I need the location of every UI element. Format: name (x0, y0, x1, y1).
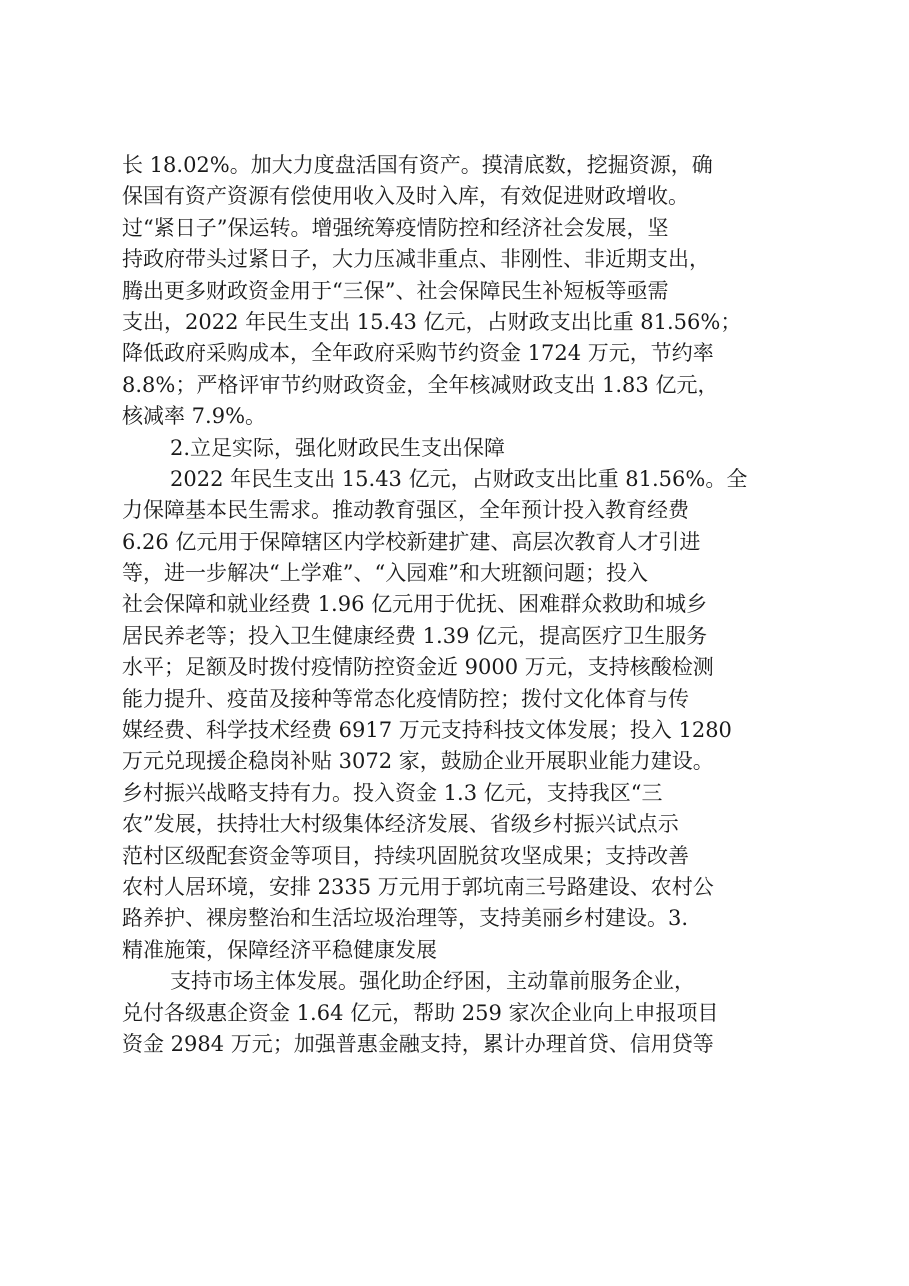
text-line: 降低政府采购成本，全年政府采购节约资金 1724 万元，节约率 (122, 341, 714, 366)
text-line: 乡村振兴战略支持有力。投入资金 1.3 亿元，支持我区“三 (122, 780, 663, 805)
text-line: 8.8%；严格评审节约财政资金，全年核减财政支出 1.83 亿元， (122, 372, 719, 397)
text-line: 农村人居环境，安排 2335 万元用于郭坑南三号路建设、农村公 (122, 874, 714, 899)
text-line: 精准施策，保障经济平稳健康发展 (122, 937, 437, 962)
text-line: 支持市场主体发展。强化助企纾困，主动靠前服务企业， (170, 969, 695, 994)
text-line: 资金 2984 万元；加强普惠金融支持，累计办理首贷、信用贷等 (122, 1031, 714, 1056)
text-line: 范村区级配套资金等项目，持续巩固脱贫攻坚成果；支持改善 (122, 843, 689, 868)
text-line: 支出，2022 年民生支出 15.43 亿元，占财政支出比重 81.56%； (122, 309, 742, 334)
text-line: 居民养老等；投入卫生健康经费 1.39 亿元，提高医疗卫生服务 (122, 623, 708, 648)
text-line: 等，进一步解决“上学难”、“入园难”和大班额问题；投入 (122, 561, 648, 586)
text-line: 2022 年民生支出 15.43 亿元，占财政支出比重 81.56%。全 (170, 466, 748, 491)
text-line: 6.26 亿元用于保障辖区内学校新建扩建、高层次教育人才引进 (122, 529, 701, 554)
text-line: 2.立足实际，强化财政民生支出保障 (170, 435, 506, 460)
text-line: 万元兑现援企稳岗补贴 3072 家，鼓励企业开展职业能力建设。 (122, 749, 714, 774)
text-line: 核减率 7.9%。 (122, 404, 267, 429)
text-line: 路养护、裸房整治和生活垃圾治理等，支持美丽乡村建设。3. (122, 906, 689, 931)
text-line: 持政府带头过紧日子，大力压减非重点、非刚性、非近期支出， (122, 247, 710, 272)
text-line: 过“紧日子”保运转。增强统筹疫情防控和经济社会发展，坚 (122, 215, 669, 240)
text-line: 农”发展，扶持壮大村级集体经济发展、省级乡村振兴试点示 (122, 812, 679, 837)
text-line: 媒经费、科学技术经费 6917 万元支持科技文体发展；投入 1280 (122, 718, 732, 743)
text-line: 水平；足额及时拨付疫情防控资金近 9000 万元，支持核酸检测 (122, 655, 714, 680)
text-line: 保国有资产资源有偿使用收入及时入库，有效促进财政增收。 (122, 184, 689, 209)
body-text (122, 150, 812, 1060)
text-line: 兑付各级惠企资金 1.64 亿元，帮助 259 家次企业向上申报项目 (122, 1000, 719, 1025)
text-line: 能力提升、疫苗及接种等常态化疫情防控；拨付文化体育与传 (122, 686, 689, 711)
text-line: 社会保障和就业经费 1.96 亿元用于优抚、困难群众救助和城乡 (122, 592, 708, 617)
text-line: 腾出更多财政资金用于“三保”、社会保障民生补短板等亟需 (122, 278, 669, 303)
text-line: 长 18.02%。加大力度盘活国有资产。摸清底数，挖掘资源，确 (122, 153, 713, 177)
text-line: 力保障基本民生需求。推动教育强区，全年预计投入教育经费 (122, 498, 689, 523)
